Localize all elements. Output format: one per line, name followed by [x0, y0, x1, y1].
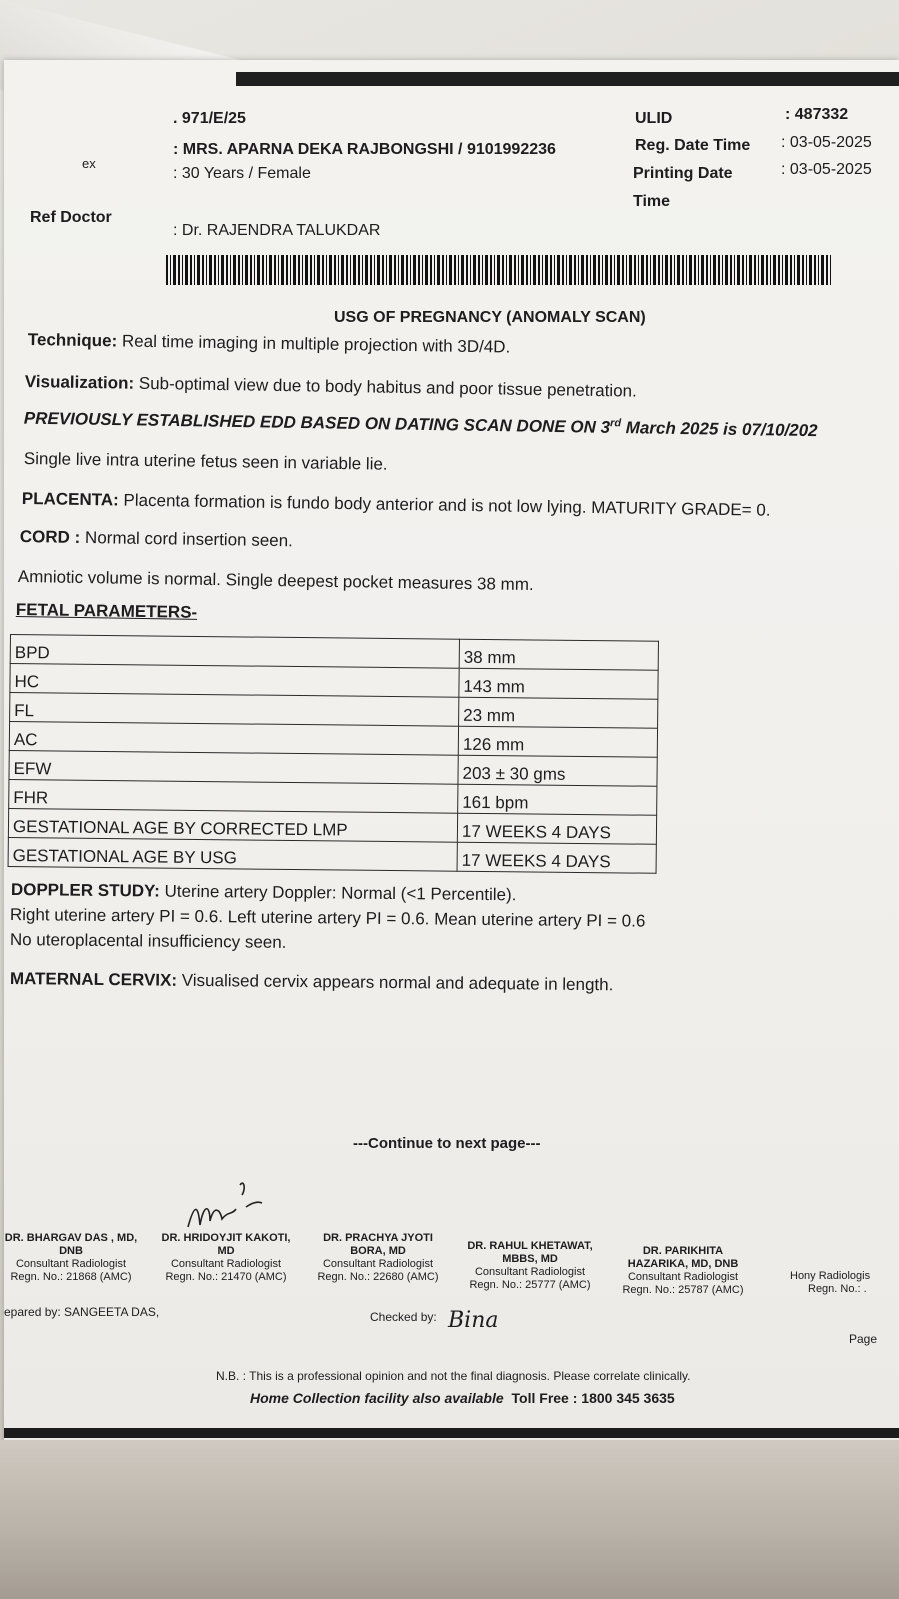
- param-value: 23 mm: [459, 697, 658, 728]
- printing-date-value: : 03-05-2025: [781, 161, 872, 178]
- home-collection-text: Home Collection facility also available: [250, 1390, 504, 1406]
- doppler-pi-line: Right uterine artery PI = 0.6. Left uterine artery PI = 0.6. Mean uterine artery PI = 0.6: [9, 905, 646, 931]
- param-label: HC: [10, 664, 459, 698]
- doctor-3-degree: BORA, MD: [350, 1245, 406, 1257]
- param-label: GESTATIONAL AGE BY CORRECTED LMP: [8, 808, 457, 842]
- checked-by-label: Checked by:: [370, 1310, 437, 1324]
- doctor-1-name: DR. BHARGAV DAS , MD,: [4, 1232, 138, 1244]
- visualization-label: Visualization:: [24, 372, 135, 393]
- param-label: BPD: [10, 635, 459, 669]
- doctor-5: [608, 1245, 758, 1297]
- cord-text: Normal cord insertion seen.: [80, 527, 294, 551]
- edd-suffix: March 2025 is 07/10/202: [620, 418, 818, 441]
- nb-note: N.B. : This is a professional opinion and not the final diagnosis. Please correlate clinically.: [216, 1369, 691, 1383]
- doctor-4: [455, 1240, 605, 1292]
- param-value: 161 bpm: [458, 784, 657, 815]
- technique-label: Technique:: [27, 330, 118, 351]
- doctor-4-role: Consultant Radiologist: [474, 1266, 586, 1278]
- doctor-6-role: Hony Radiologis: [790, 1270, 871, 1282]
- page-label: Page: [849, 1332, 878, 1346]
- param-value: 126 mm: [458, 726, 657, 757]
- doctor-6-regn: Regn. No.: .: [808, 1283, 867, 1295]
- param-value: 143 mm: [459, 668, 658, 699]
- doctor-4-degree: MBBS, MD: [502, 1253, 558, 1265]
- doctor-3-regn: Regn. No.: 22680 (AMC): [317, 1271, 439, 1283]
- doctor-4-regn: Regn. No.: 25777 (AMC): [469, 1279, 591, 1291]
- doctor-5-regn: Regn. No.: 25787 (AMC): [622, 1284, 744, 1296]
- edd-prefix: PREVIOUSLY ESTABLISHED EDD BASED ON DATING SCAN DONE ON 3: [23, 408, 611, 437]
- param-value: 203 ± 30 gms: [458, 755, 657, 786]
- param-value: 17 WEEKS 4 DAYS: [457, 813, 656, 844]
- param-label: GESTATIONAL AGE BY USG: [8, 837, 457, 871]
- home-collection-line: [250, 1390, 675, 1406]
- doctor-3-role: Consultant Radiologist: [322, 1258, 434, 1270]
- placenta-label: PLACENTA:: [21, 489, 119, 510]
- footer-band: [4, 1428, 899, 1438]
- doctor-1-degree: DNB: [59, 1245, 83, 1257]
- fetal-parameters-table: [8, 634, 659, 874]
- uteroplacental-line: No uteroplacental insufficiency seen.: [9, 930, 287, 952]
- report-title: USG OF PREGNANCY (ANOMALY SCAN): [334, 309, 646, 326]
- doctor-2-regn: Regn. No.: 21470 (AMC): [165, 1271, 287, 1283]
- fetus-line: Single live intra uterine fetus seen in variable lie.: [23, 449, 388, 474]
- patient-name: : MRS. APARNA DEKA RAJBONGSHI / 9101992236: [173, 141, 556, 158]
- fetal-parameters-heading: FETAL PARAMETERS-: [15, 600, 198, 622]
- reg-date-label: Reg. Date Time: [635, 137, 751, 154]
- doppler-text: Uterine artery Doppler: Normal (<1 Percentile).: [159, 881, 517, 905]
- header-band: [236, 72, 899, 86]
- doctor-1: [0, 1232, 146, 1284]
- ref-doctor: : Dr. RAJENDRA TALUKDAR: [173, 222, 381, 239]
- param-value: 17 WEEKS 4 DAYS: [457, 842, 656, 873]
- param-value: 38 mm: [459, 639, 658, 670]
- doctor-1-role: Consultant Radiologist: [15, 1258, 127, 1270]
- ulid-value: : 487332: [785, 106, 849, 123]
- doctor-5-name: DR. PARIKHITA: [642, 1245, 724, 1257]
- doctor-signature: [180, 1175, 270, 1235]
- doctor-3: [303, 1232, 453, 1284]
- technique-text: Real time imaging in multiple projection with 3D/4D.: [117, 331, 511, 357]
- table-row: [8, 837, 656, 873]
- param-label: EFW: [9, 750, 458, 784]
- param-label: FL: [10, 693, 459, 727]
- prepared-by: epared by: SANGEETA DAS,: [4, 1305, 160, 1319]
- cord-label: CORD :: [19, 527, 81, 547]
- amniotic-line: Amniotic volume is normal. Single deepest pocket measures 38 mm.: [17, 567, 534, 595]
- checked-by-signature: Bina: [448, 1308, 499, 1333]
- cervix-text: Visualised cervix appears normal and adequate in length.: [176, 970, 614, 995]
- doctor-2: [151, 1232, 301, 1284]
- doctor-2-name: DR. HRIDOYJIT KAKOTI,: [161, 1232, 291, 1244]
- doctor-4-name: DR. RAHUL KHETAWAT,: [467, 1240, 593, 1252]
- doctor-6: [790, 1270, 899, 1296]
- edd-superscript: rd: [610, 417, 622, 430]
- sex-label: ex: [82, 156, 96, 171]
- ref-doctor-label: Ref Doctor: [30, 209, 112, 226]
- continue-note: ---Continue to next page---: [353, 1135, 541, 1152]
- doctor-5-role: Consultant Radiologist: [627, 1271, 739, 1283]
- doctor-3-name: DR. PRACHYA JYOTI: [323, 1232, 433, 1244]
- param-label: FHR: [9, 779, 458, 813]
- toll-free: Toll Free : 1800 345 3635: [511, 1390, 675, 1406]
- doctor-2-role: Consultant Radiologist: [170, 1258, 282, 1270]
- reg-date-value: : 03-05-2025: [781, 134, 872, 151]
- age-sex: : 30 Years / Female: [173, 165, 311, 182]
- placenta-text: Placenta formation is fundo body anterior and is not low lying. MATURITY GRADE= 0.: [118, 490, 771, 520]
- reg-number: . 971/E/25: [173, 110, 246, 127]
- time-label: Time: [633, 193, 671, 210]
- doppler-label: DOPPLER STUDY:: [10, 880, 160, 901]
- doctor-1-regn: Regn. No.: 21868 (AMC): [10, 1271, 132, 1283]
- doctor-2-degree: MD: [217, 1245, 235, 1257]
- param-label: AC: [9, 722, 458, 756]
- barcode: [166, 255, 832, 285]
- ulid-label: ULID: [635, 110, 673, 127]
- cord-line: [20, 527, 293, 551]
- cervix-label: MATERNAL CERVIX:: [9, 969, 178, 990]
- fabric-background: [0, 1440, 899, 1599]
- printing-date-label: Printing Date: [633, 165, 733, 182]
- doctor-5-degree: HAZARIKA, MD, DNB: [627, 1258, 739, 1270]
- visualization-text: Sub-optimal view due to body habitus and poor tissue penetration.: [133, 373, 637, 401]
